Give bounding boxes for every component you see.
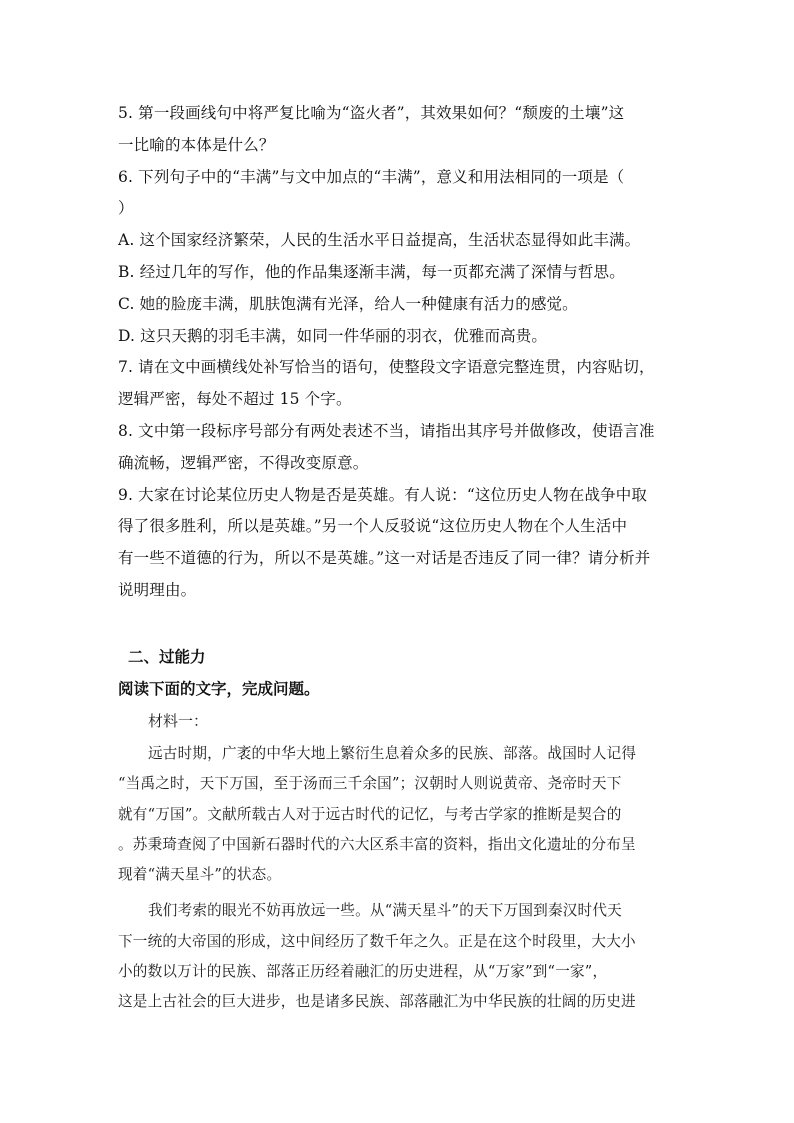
question-5-line-2: 一比喻的本体是什么？ [118, 135, 275, 154]
paragraph-2-line: 小的数以万计的民族、部落正历经着融汇的历史进程，从“万家”到“一家”， [118, 963, 608, 981]
paragraph-2-line: 这是上古社会的巨大进步，也是诸多民族、部落融汇为中华民族的壮阔的历史进 [118, 993, 636, 1011]
questions-block [118, 98, 678, 607]
question-7-line-1: 7. 请在文中画横线处补写恰当的语句，使整段文字语意完整连贯，内容贴切， [118, 358, 655, 377]
question-6-line-2: ） [118, 199, 134, 218]
paragraph-1-line: 现着“满天星斗”的状态。 [118, 866, 282, 884]
question-7-line-2: 逻辑严密，每处不超过 15 个字。 [118, 390, 352, 409]
question-9-line-2: 得了很多胜利，所以是英雄。”另一个人反驳说“这位历史人物在个人生活中 [118, 517, 628, 536]
paragraph-2-line: 我们考索的眼光不妨再放远一些。从“满天星斗”的天下万国到秦汉时代天 [148, 902, 622, 920]
paragraph-2-line: 下一统的大帝国的形成，这中间经历了数千年之久。正是在这个时段里，大大小 [118, 932, 636, 950]
question-9-line-3: 有一些不道德的行为，所以不是英雄。”这一对话是否违反了同一律？请分析并 [118, 549, 651, 568]
paragraph-1-line: “当禹之时，天下万国，至于汤而三千余国”；汉朝时人则说黄帝、尧帝时天下 [118, 775, 622, 793]
paragraph-1-line: 。苏秉琦查阅了中国新石器时代的六大区系丰富的资料，指出文化遗址的分布呈 [118, 835, 636, 853]
question-9-line-4: 说明理由。 [118, 580, 197, 599]
paragraph-1-line: 就有“万国”。文献所载古人对于远古时代的记忆，与考古学家的推断是契合的 [118, 805, 622, 823]
question-5-line-1: 5. 第一段画线句中将严复比喻为“盗火者”，其效果如何？“颓废的土壤”这 [118, 104, 625, 122]
question-9-line-1: 9. 大家在讨论某位历史人物是否是英雄。有人说：“这位历史人物在战争中取 [118, 485, 648, 504]
question-6-line-1: 6. 下列句子中的“丰满”与文中加点的“丰满”，意义和用法相同的一项是（ [118, 167, 625, 186]
section-heading: 二、过能力 [128, 648, 206, 666]
question-8-line-1: 8. 文中第一段标序号部分有两处表述不当，请指出其序号并做修改，使语言准 [118, 421, 655, 440]
material-text [118, 739, 678, 1018]
question-6-option-c: C. 她的脸庞丰满，肌肤饱满有光泽，给人一种健康有活力的感觉。 [118, 294, 578, 313]
question-8-line-2: 确流畅，逻辑严密，不得改变原意。 [118, 453, 369, 472]
material-label: 材料一： [148, 712, 209, 730]
paragraph-1-line: 远古时期，广袤的中华大地上繁衍生息着众多的民族、部落。战国时人记得 [148, 745, 637, 762]
question-6-option-a: A. 这个国家经济繁荣，人民的生活水平日益提高，生活状态显得如此丰满。 [118, 231, 641, 250]
question-6-option-b: B. 经过几年的写作，他的作品集逐渐丰满，每一页都充满了深情与哲思。 [118, 262, 625, 281]
reading-instruction: 阅读下面的文字，完成问题。 [118, 680, 320, 698]
question-6-option-d: D. 这只天鹅的羽毛丰满，如同一件华丽的羽衣，优雅而高贵。 [118, 326, 548, 345]
